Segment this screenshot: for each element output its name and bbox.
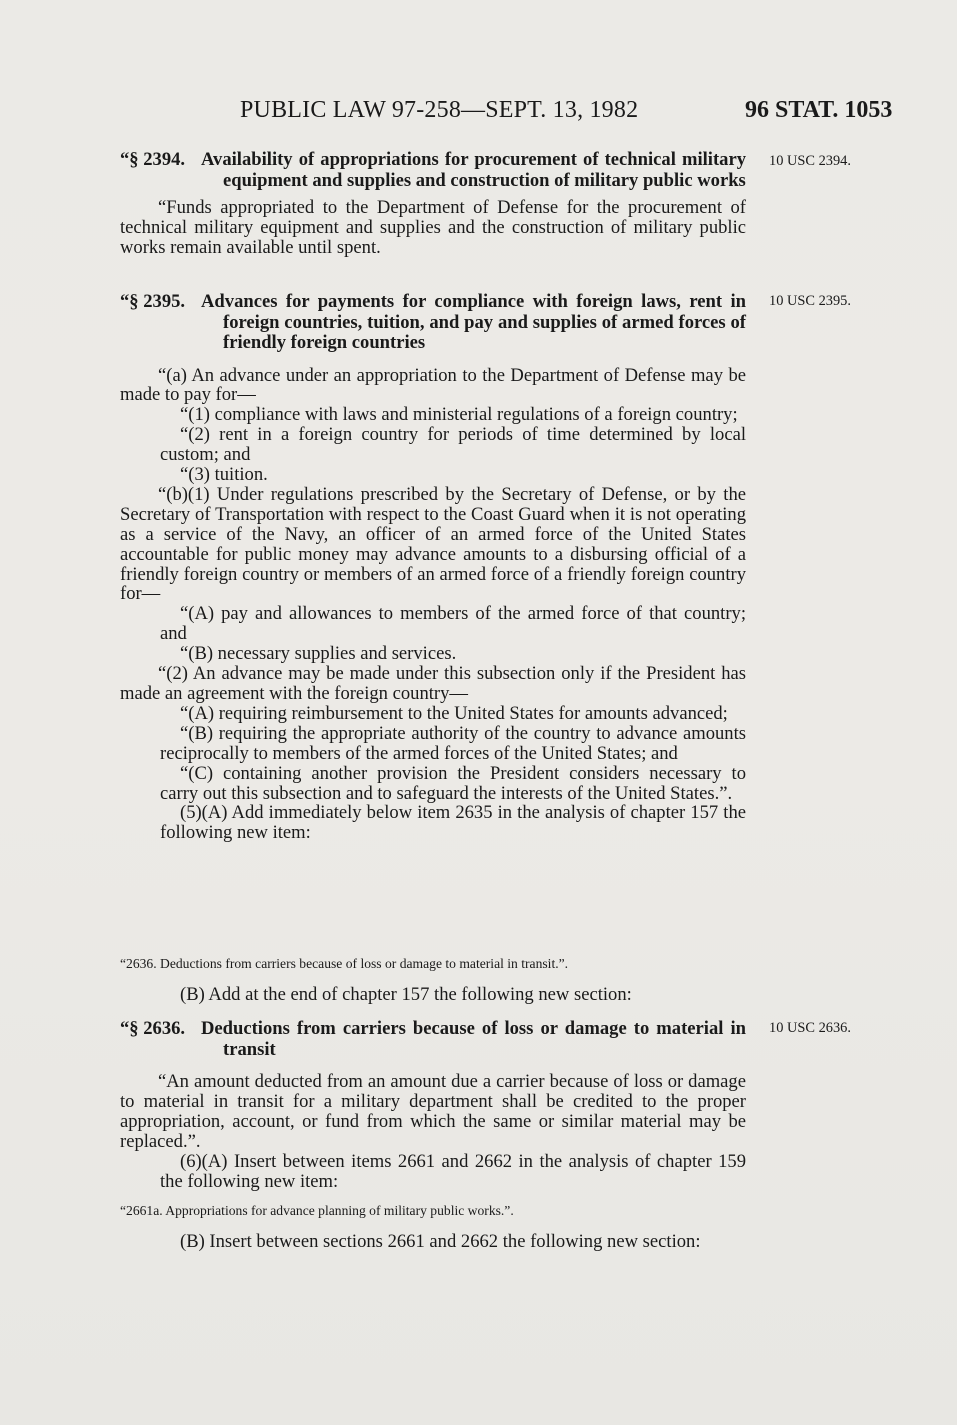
margin-note-2395: 10 USC 2395. bbox=[769, 293, 851, 309]
amendment-5B: (B) Add at the end of chapter 157 the following new section: bbox=[180, 984, 632, 1005]
analysis-entry: “2636. Deductions from carriers because of loss or damage to material in transit.”. bbox=[120, 956, 569, 971]
paragraph-b1B: “(B) necessary supplies and services. bbox=[180, 643, 457, 665]
amendment-6B-block bbox=[120, 1232, 746, 1252]
amendment-5A: (5)(A) Add immediately below item 2635 in the analysis of chapter 157 the following new item: bbox=[160, 802, 746, 844]
section-number: “§ 2636. bbox=[120, 1018, 186, 1039]
amendment-5B-block bbox=[120, 985, 746, 1005]
section-2636 bbox=[120, 1019, 746, 1191]
paragraph-a3: “(3) tuition. bbox=[180, 464, 268, 486]
subsection-b1: “(b)(1) Under regulations prescribed by the Secretary of Defense, or by the Secretary of Transportation with respect to the Coast Guard when it is not operating as a service of the Navy, an officer of an armed force of the United States accountable for public money may advance amounts to a disbursing official of a friendly foreign country or members of an armed force of a friendly foreign country for— bbox=[120, 483, 746, 605]
section-body: “Funds appropriated to the Department of Defense for the procurement of technical military equipment and supplies and the construction of military public works remain available until spent. bbox=[120, 197, 746, 258]
section-2395 bbox=[120, 292, 746, 843]
section-title: Deductions from carriers because of loss or damage to material in transit bbox=[201, 1018, 746, 1060]
amendment-6A: (6)(A) Insert between items 2661 and 2662 in the analysis of chapter 159 the following new item: bbox=[160, 1150, 746, 1192]
analysis-item-2661a bbox=[120, 1203, 746, 1219]
paragraph-a2: “(2) rent in a foreign country for periods of time determined by local custom; and bbox=[160, 424, 746, 466]
section-number: “§ 2395. bbox=[120, 291, 186, 312]
statute-page-number: 96 STAT. 1053 bbox=[745, 97, 893, 123]
margin-note-2636: 10 USC 2636. bbox=[769, 1020, 851, 1036]
subsection-b2: “(2) An advance may be made under this subsection only if the President has made an agreement with the foreign country— bbox=[120, 663, 746, 704]
section-body: “An amount deducted from an amount due a carrier because of loss or damage to material in transit for a military department shall be credited to the proper appropriation, account, or fund from which the same or similar material may be replaced.”. bbox=[120, 1071, 746, 1152]
margin-note-2394: 10 USC 2394. bbox=[769, 153, 851, 169]
paragraph-b2A: “(A) requiring reimbursement to the United States for amounts advanced; bbox=[180, 702, 728, 724]
section-heading bbox=[120, 150, 746, 191]
subsection-a-intro: “(a) An advance under an appropriation to the Department of Defense may be made to pay for— bbox=[120, 364, 746, 406]
paragraph-a1: “(1) compliance with laws and ministerial regulations of a foreign country; bbox=[180, 404, 738, 426]
section-heading bbox=[120, 1019, 746, 1060]
analysis-item-2636 bbox=[120, 956, 746, 972]
paragraph-b2B: “(B) requiring the appropriate authority of the country to advance amounts reciprocally to members of the armed forces of the United States; and bbox=[160, 722, 746, 764]
running-header-title: PUBLIC LAW 97-258—SEPT. 13, 1982 bbox=[240, 97, 639, 123]
section-title: Availability of appropriations for procurement of technical military equipment and supplies and construction of military public works bbox=[201, 149, 746, 191]
section-2394 bbox=[120, 150, 746, 258]
paragraph-b2C: “(C) containing another provision the President considers necessary to carry out this subsection and to safeguard the interests of the United States.”. bbox=[160, 762, 746, 804]
section-title: Advances for payments for compliance with foreign laws, rent in foreign countries, tuition, and pay and supplies of armed forces of friendly foreign countries bbox=[201, 291, 746, 353]
section-heading bbox=[120, 292, 746, 354]
amendment-6B: (B) Insert between sections 2661 and 2662 the following new section: bbox=[180, 1231, 701, 1252]
paragraph-b1A: “(A) pay and allowances to members of the armed force of that country; and bbox=[160, 603, 746, 645]
analysis-entry: “2661a. Appropriations for advance planning of military public works.”. bbox=[120, 1203, 514, 1218]
section-number: “§ 2394. bbox=[120, 149, 186, 170]
